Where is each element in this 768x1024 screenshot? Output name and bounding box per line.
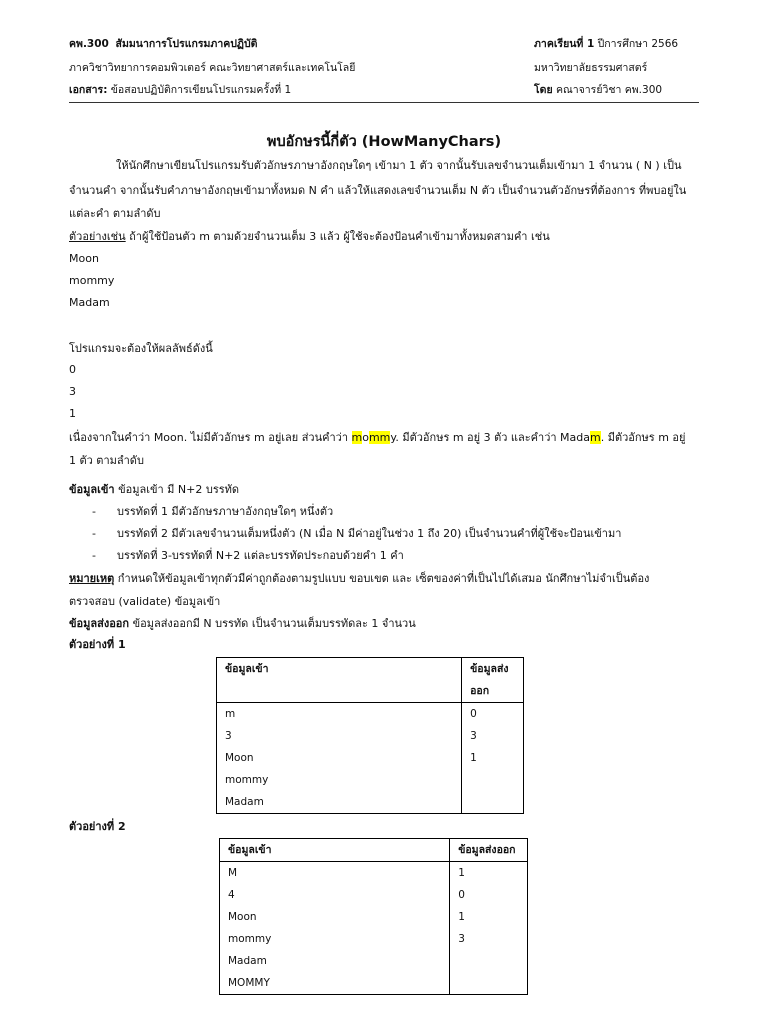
output-cell: 1 (450, 862, 528, 885)
table-row (220, 884, 528, 906)
header-row-3 (69, 83, 697, 98)
highlight-letter: m (351, 431, 363, 444)
column-header-output: ข้อมูลส่งออก (450, 839, 528, 862)
output-cell: 0 (462, 703, 524, 726)
header-divider (69, 102, 699, 103)
output-cell: 1 (450, 906, 528, 928)
note-text: กำหนดให้ข้อมูลเข้าทุกตัวมีค่าถูกต้องตามรูปแบบ ขอบเขต และ เซ็ตของค่าที่เป็นไปได้เสมอ นักศึกษาไม่จำเป็นต้อง (114, 572, 650, 585)
explanation-text: o (362, 431, 369, 444)
course-code: คพ.300 (69, 38, 109, 50)
output-section (69, 616, 416, 632)
table-row (220, 862, 528, 885)
highlight-letter: m (590, 431, 601, 444)
table-row (217, 703, 524, 726)
table-header-row (217, 658, 524, 703)
result-intro: โปรแกรมจะต้องให้ผลลัพธ์ดังนี้ (69, 342, 213, 355)
document-label: เอกสาร: (69, 84, 108, 96)
input-cell: m (217, 703, 462, 726)
input-cell: Madam (220, 950, 450, 972)
output-cell: 3 (450, 928, 528, 950)
explanation-text: . มีตัวอักษร m อยู่ (600, 431, 686, 444)
bullet-dash: - (92, 527, 96, 540)
example-intro-label: ตัวอย่างเช่น (69, 230, 126, 243)
example-word: mommy (69, 274, 115, 287)
input-cell: mommy (220, 928, 450, 950)
table-row (220, 972, 528, 995)
column-header-input: ข้อมูลเข้า (220, 839, 450, 862)
input-section-text: ข้อมูลเข้า มี N+2 บรรทัด (114, 483, 240, 496)
example-word: Moon (69, 252, 99, 265)
author: คณาจารย์วิชา คพ.300 (555, 84, 663, 96)
highlight-letter: mm (368, 431, 391, 444)
course-heading (69, 37, 257, 52)
example-2-heading: ตัวอย่างที่ 2 (69, 820, 126, 833)
output-cell (450, 950, 528, 972)
note-label: หมายเหตุ (69, 572, 115, 585)
example-output: 0 (69, 363, 76, 376)
column-header-input: ข้อมูลเข้า (217, 658, 462, 703)
output-cell (450, 972, 528, 995)
example-1-table (216, 657, 524, 814)
output-cell (462, 791, 524, 814)
table-row (220, 928, 528, 950)
explanation-line-1 (69, 430, 685, 446)
input-cell: mommy (217, 769, 462, 791)
problem-title: พบอักษรนี้กี่ตัว (HowManyChars) (266, 134, 502, 150)
input-cell: Madam (217, 791, 462, 814)
document-info (69, 83, 291, 98)
input-section-label: ข้อมูลเข้า (69, 483, 115, 496)
bullet-text: บรรทัดที่ 1 มีตัวอักษรภาษาอังกฤษใดๆ หนึ่งตัว (117, 505, 334, 518)
explanation-line-2: 1 ตัว ตามลำดับ (69, 454, 144, 467)
example-intro (69, 229, 550, 245)
table-row (217, 747, 524, 769)
output-section-label: ข้อมูลส่งออก (69, 617, 130, 630)
explanation-text: y (390, 431, 396, 444)
bullet-dash: - (92, 549, 96, 562)
university: มหาวิทยาลัยธรรมศาสตร์ (534, 62, 648, 74)
output-cell (462, 769, 524, 791)
table-row (217, 769, 524, 791)
academic-year: ปีการศึกษา 2566 (597, 38, 679, 50)
input-section (69, 482, 239, 498)
output-section-text: ข้อมูลส่งออกมี N บรรทัด เป็นจำนวนเต็มบรรทัดละ 1 จำนวน (129, 617, 416, 630)
input-cell: Moon (220, 906, 450, 928)
course-name: สัมมนาการโปรแกรมภาคปฏิบัติ (115, 38, 258, 50)
input-cell: 3 (217, 725, 462, 747)
bullet-text: บรรทัดที่ 2 มีตัวเลขจำนวนเต็มหนึ่งตัว (N เมื่อ N มีค่าอยู่ในช่วง 1 ถึง 20) เป็นจำนวนคำที่ผู้ใช้จะป้อนเข้ามา (117, 527, 622, 540)
example-2-table (219, 838, 528, 995)
output-cell: 1 (462, 747, 524, 769)
example-output: 1 (69, 407, 76, 420)
table-row (220, 950, 528, 972)
output-cell: 3 (462, 725, 524, 747)
table-row (220, 906, 528, 928)
author-label: โดย (534, 84, 553, 96)
intro-line-3: แต่ละคำ ตามลำดับ (69, 207, 161, 220)
example-intro-text: ถ้าผู้ใช้ป้อนตัว m ตามด้วยจำนวนเต็ม 3 แล้ว ผู้ใช้จะต้องป้อนคำเข้ามาทั้งหมดสามคำ เช่น (125, 230, 550, 243)
column-header-output: ข้อมูลส่งออก (462, 658, 524, 703)
note-line-1 (69, 571, 649, 587)
note-line-2: ตรวจสอบ (validate) ข้อมูลเข้า (69, 595, 221, 608)
department: ภาควิชาวิทยาการคอมพิวเตอร์ คณะวิทยาศาสตร์และเทคโนโลยี (69, 62, 356, 74)
semester-info (534, 37, 678, 52)
intro-line-1: ให้นักศึกษาเขียนโปรแกรมรับตัวอักษรภาษาอังกฤษใดๆ เข้ามา 1 ตัว จากนั้นรับเลขจำนวนเต็มเข้ามา 1 จำนวน ( N ) เป็น (116, 159, 682, 172)
table-row (217, 791, 524, 814)
output-cell: 0 (450, 884, 528, 906)
semester-label: ภาคเรียนที่ 1 (534, 38, 595, 50)
table-row (217, 725, 524, 747)
input-cell: M (220, 862, 450, 885)
example-output: 3 (69, 385, 76, 398)
input-cell: Moon (217, 747, 462, 769)
header-row-1 (69, 37, 697, 52)
input-cell: 4 (220, 884, 450, 906)
bullet-dash: - (92, 505, 96, 518)
input-cell: MOMMY (220, 972, 450, 995)
explanation-text: . มีตัวอักษร m อยู่ 3 ตัว และคำว่า Mada (395, 431, 590, 444)
document-title: ข้อสอบปฏิบัติการเขียนโปรแกรมครั้งที่ 1 (110, 84, 292, 96)
table-header-row (220, 839, 528, 862)
example-1-heading: ตัวอย่างที่ 1 (69, 638, 126, 651)
header-row-2 (69, 61, 697, 76)
example-word: Madam (69, 296, 110, 309)
intro-line-2: จำนวนคำ จากนั้นรับคำภาษาอังกฤษเข้ามาทั้งหมด N คำ แล้วให้แสดงเลขจำนวนเต็ม N ตัว เป็นจำนวนตัวอักษรที่ต้องการ ที่พบอยู่ใน (69, 184, 687, 197)
author-info (534, 83, 662, 98)
explanation-text: เนื่องจากในคำว่า Moon. ไม่มีตัวอักษร m อยู่เลย ส่วนคำว่า (69, 431, 352, 444)
bullet-text: บรรทัดที่ 3-บรรทัดที่ N+2 แต่ละบรรทัดประกอบด้วยคำ 1 คำ (117, 549, 404, 562)
